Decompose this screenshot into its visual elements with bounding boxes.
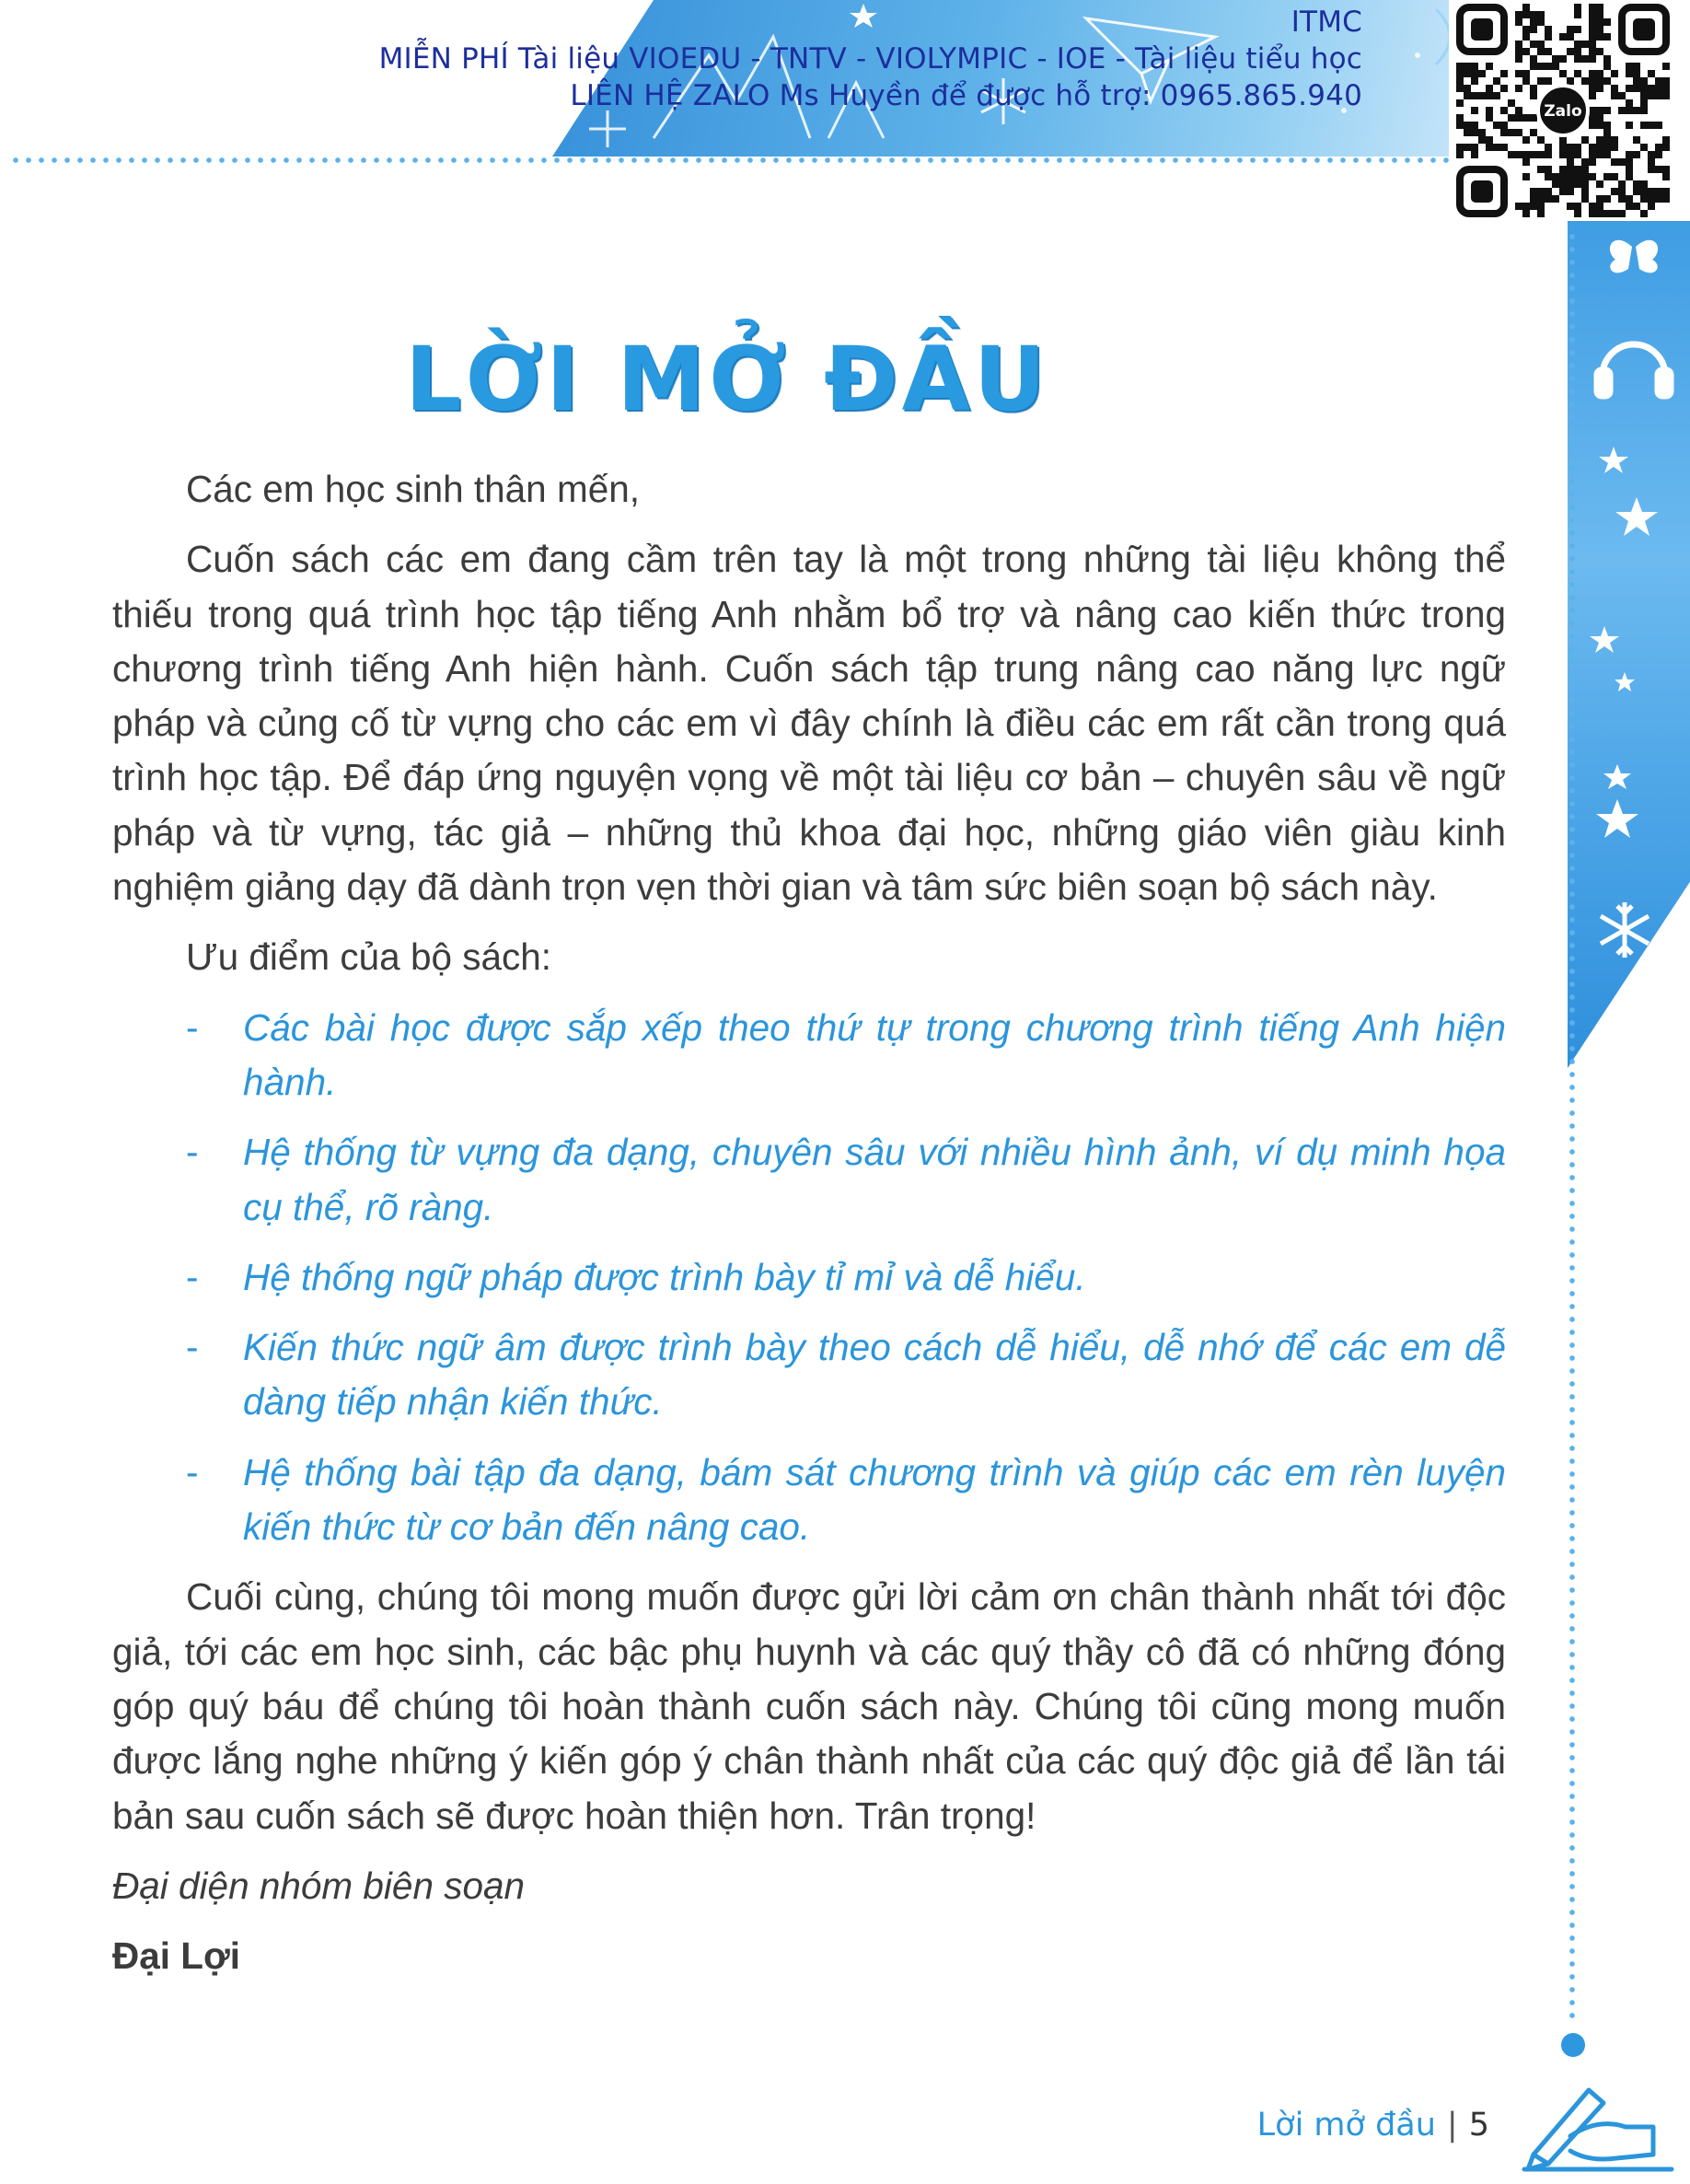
list-marker: -: [186, 1005, 199, 1049]
paragraph-closing: Cuối cùng, chúng tôi mong muốn được gửi lời cảm ơn chân thành nhất tới độc giả, tới các em học sinh, các bậc phụ huynh và các quý thầy cô đã có những đóng góp quý báu để chúng tôi hoàn thành cuốn sách này. Chúng tôi cũng mong muốn được lắng nghe những ý kiến góp ý chân thành nhất của các quý độc giả để lần tái bản sau cuốn sách sẽ được hoàn thiện hơn. Trân trọng!: [112, 1575, 1506, 1837]
footer-section-title: Lời mở đầu: [1256, 2107, 1436, 2143]
butterfly-icon: [1610, 240, 1658, 273]
signature-role: Đại diện nhóm biên soạn: [112, 1864, 526, 1907]
star-icon: [1590, 447, 1658, 838]
header-line-2: MIỄN PHÍ Tài liệu VIOEDU - TNTV - VIOLYMPIC - IOE - Tài liệu tiểu học: [378, 42, 1362, 76]
paragraph-intro: Cuốn sách các em đang cầm trên tay là một trong những tài liệu không thể thiếu trong quá trình học tập tiếng Anh nhằm bổ trợ và nâng cao kiến thức trong chương trình tiếng Anh hiện hành. Cuốn sách tập trung nâng cao năng lực ngữ pháp và củng cố từ vựng cho các em vì đây chính là điều các em rất cần trong quá trình học tập. Để đáp ứng nguyện vọng về một tài liệu cơ bản – chuyên sâu về ngữ pháp và từ vựng, tác giả – những thủ khoa đại học, những giáo viên giàu kinh nghiệm giảng dạy đã dành trọn vẹn thời gian và tâm sức biên soạn bộ sách này.: [112, 538, 1506, 909]
page-footer: [1257, 2107, 1489, 2143]
page-title: LỜI MỞ ĐẦU: [405, 328, 1049, 431]
qr-label: Zalo: [1544, 102, 1582, 121]
side-icons: [1568, 221, 1690, 1068]
header-line-1: ITMC: [1291, 6, 1362, 39]
headphones-icon: [1597, 344, 1671, 396]
side-dot-end: [1561, 2033, 1585, 2057]
advantages-heading: Ưu điểm của bộ sách:: [186, 935, 552, 979]
list-item: - Hệ thống bài tập đa dạng, bám sát chương trình và giúp các em rèn luyện kiến thức từ cơ bản đến nâng cao.: [112, 1446, 1506, 1555]
header-promo-text: [379, 4, 1362, 114]
greeting: Các em học sinh thân mến,: [186, 468, 641, 510]
list-marker: -: [186, 1255, 199, 1298]
list-item: - Hệ thống ngữ pháp được trình bày tỉ mỉ và dễ hiểu.: [112, 1250, 1506, 1305]
snowflake-icon: [1601, 902, 1649, 958]
pen-hand-icon: [1515, 2062, 1681, 2173]
list-marker: -: [186, 1131, 199, 1174]
header-line-3: LIÊN HỆ ZALO Ms Huyền để được hỗ trợ: 0965.865.940: [570, 79, 1362, 112]
signature-name: Đại Lợi: [112, 1934, 241, 1978]
header-dotted-line: [9, 157, 1473, 164]
list-marker: -: [186, 1326, 199, 1369]
side-dotted-line: [1568, 230, 1576, 2026]
list-item: - Kiến thức ngữ âm được trình bày theo cách dễ hiểu, dễ nhớ để các em dễ dàng tiếp nhận kiến thức.: [112, 1320, 1506, 1430]
footer-separator: |: [1446, 2107, 1458, 2143]
qr-code-icon[interactable]: [1449, 0, 1679, 221]
page-body: [112, 462, 1506, 1999]
page-number: 5: [1468, 2107, 1489, 2143]
list-item: - Các bài học được sắp xếp theo thứ tự trong chương trình tiếng Anh hiện hành.: [112, 1001, 1506, 1110]
list-marker: -: [186, 1450, 199, 1493]
list-item: - Hệ thống từ vựng đa dạng, chuyên sâu với nhiều hình ảnh, ví dụ minh họa cụ thể, rõ ràng.: [112, 1125, 1506, 1235]
advantages-list: [112, 1001, 1506, 1555]
